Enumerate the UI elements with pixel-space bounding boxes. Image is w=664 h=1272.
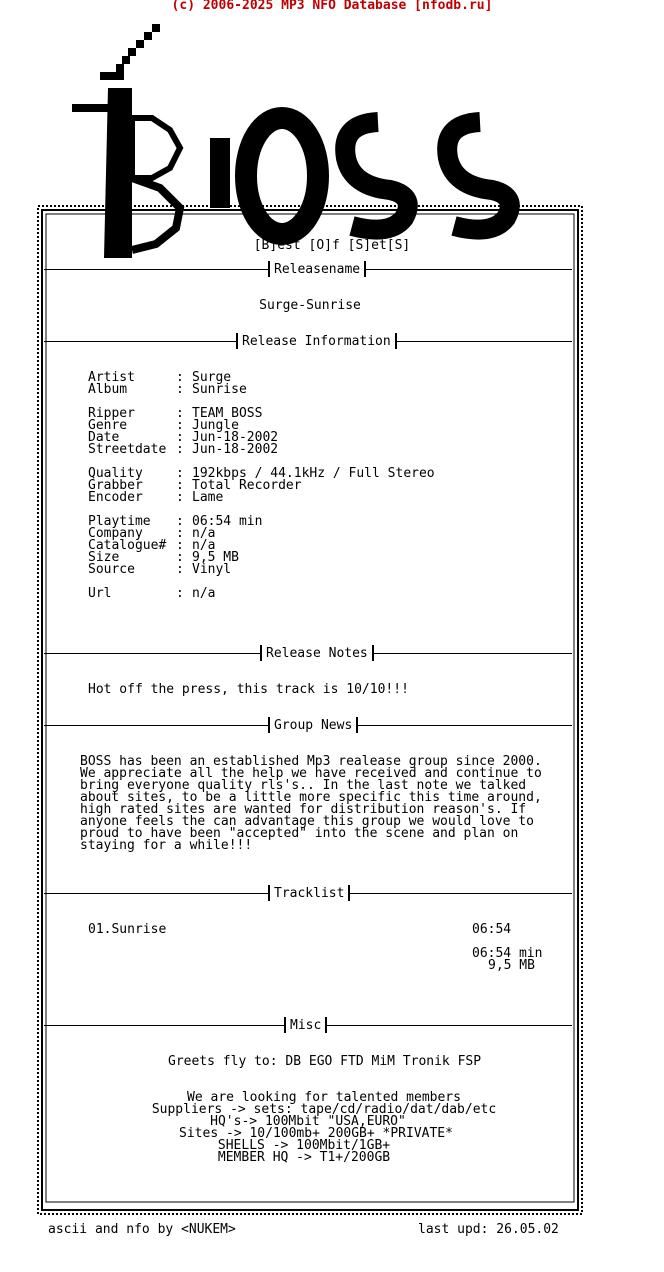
- recruit-line: HQ's-> 100Mbit "USA,EURO": [210, 1114, 406, 1129]
- info-row-date: Date : Jun-18-2002: [88, 430, 279, 445]
- info-row-album: Album : Sunrise: [88, 382, 247, 397]
- copyright-link[interactable]: (c) 2006-2025 MP3 NFO Database [nfodb.ru]: [171, 0, 493, 13]
- group-news-line: bring everyone quality rls's.. In the last note we talked: [80, 778, 527, 793]
- greets-text: Greets fly to: DB EGO FTD MiM Tronik FSP: [168, 1054, 482, 1069]
- info-row-playtime: Playtime : 06:54 min: [88, 514, 263, 529]
- track-name: 01.Sunrise: [88, 922, 167, 937]
- recruit-line: Sites -> 10/100mb+ 200GB+ *PRIVATE*: [179, 1126, 453, 1141]
- tagline: [B]est [O]f [S]et[S]: [253, 238, 411, 253]
- info-row-source: Source : Vinyl: [88, 562, 232, 577]
- footer-updated: last upd: 26.05.02: [418, 1222, 559, 1237]
- info-row-catalogue: Catalogue# : n/a: [88, 538, 216, 553]
- group-news-line: We appreciate all the help we have received and continue to: [80, 766, 542, 781]
- recruit-line: Suppliers -> sets: tape/cd/radio/dat/dab/etc: [151, 1102, 497, 1117]
- recruit-line: We are looking for talented members: [187, 1090, 461, 1105]
- total-size: 9,5 MB: [488, 958, 535, 973]
- section-title-tracklist: Tracklist: [268, 888, 350, 900]
- release-name: Surge-Sunrise: [259, 298, 361, 313]
- section-title-releasename: Releasename: [268, 264, 366, 276]
- section-title-release-notes: Release Notes: [260, 648, 374, 660]
- section-title-release-info: Release Information: [236, 336, 397, 348]
- group-news-line: anyone feels the can advantage this group we would love to: [80, 814, 534, 829]
- recruit-line: SHELLS -> 100Mbit/1GB+: [217, 1138, 391, 1153]
- footer-credit: ascii and nfo by <NUKEM>: [48, 1222, 236, 1237]
- group-news-line: proud to have been "accepted" into the scene and plan on: [80, 826, 519, 841]
- info-row-ripper: Ripper : TEAM BOSS: [88, 406, 263, 421]
- info-row-grabber: Grabber : Total Recorder: [88, 478, 302, 493]
- info-row-size: Size : 9,5 MB: [88, 550, 239, 565]
- info-row-quality: Quality : 192kbps / 44.1kHz / Full Stereo: [88, 466, 435, 481]
- info-row-url: Url : n/a: [88, 586, 216, 601]
- info-row-encoder: Encoder : Lame: [88, 490, 224, 505]
- release-notes-text: Hot off the press, this track is 10/10!!!: [88, 682, 409, 697]
- group-news-line: staying for a while!!!: [80, 838, 253, 853]
- total-time: 06:54 min: [472, 946, 543, 961]
- section-title-group-news: Group News: [268, 720, 358, 732]
- info-row-genre: Genre : Jungle: [88, 418, 239, 433]
- track-time: 06:54: [472, 922, 512, 937]
- boss-logo: [60, 18, 580, 268]
- group-news-line: about sites, to be a little more specific this time around,: [80, 790, 542, 805]
- info-row-artist: Artist : Surge: [88, 370, 232, 385]
- info-row-company: Company : n/a: [88, 526, 216, 541]
- recruit-line: MEMBER HQ -> T1+/200GB: [217, 1150, 391, 1165]
- info-row-streetdate: Streetdate : Jun-18-2002: [88, 442, 279, 457]
- group-news-line: BOSS has been an established Mp3 realease group since 2000.: [80, 754, 542, 769]
- group-news-line: high rated sites are wanted for distribution reason's. If: [80, 802, 527, 817]
- section-title-misc: Misc: [284, 1020, 327, 1032]
